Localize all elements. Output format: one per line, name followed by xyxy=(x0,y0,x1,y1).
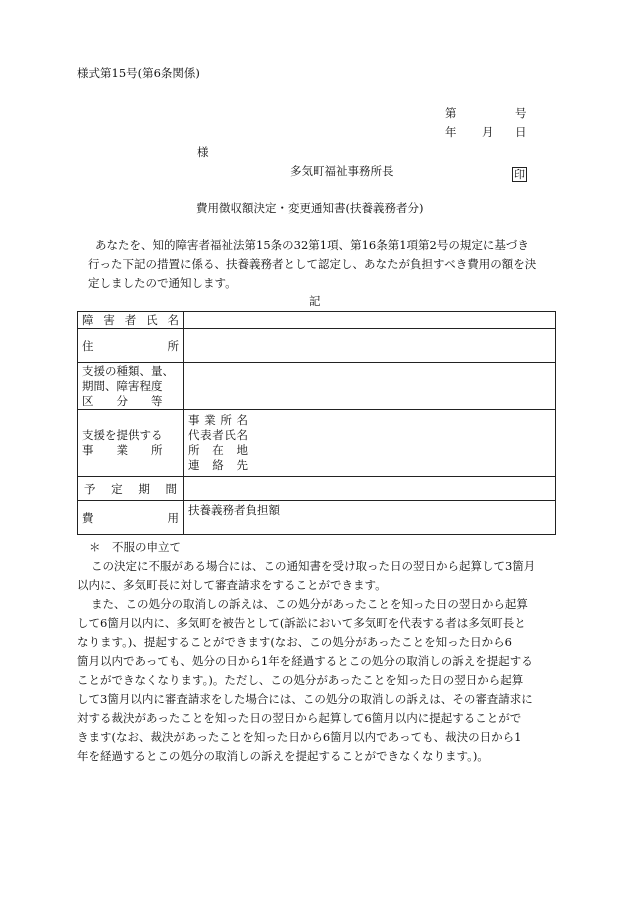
body-line: 定しましたので通知します。 xyxy=(88,276,237,290)
issuer-name: 多気町福祉事務所長 xyxy=(290,164,394,178)
body-paragraph xyxy=(77,236,557,293)
month-label: 月 xyxy=(482,125,494,139)
note-line: この決定に不服がある場合には、この通知書を受け取った日の翌日から起算して3箇月 xyxy=(91,559,536,573)
table-row xyxy=(78,477,556,501)
recipient-name-label: 障 害 者 氏 名 xyxy=(78,312,184,329)
ki-label: 記 xyxy=(309,294,321,308)
provider-sub-item: 連 絡 先 xyxy=(188,458,248,472)
note-line: 年を経過するとこの処分の取消しの訴えを提起することができなくなります。)。 xyxy=(77,749,489,763)
note-line: ことができなくなります。)。ただし、この処分があったことを知った日の翌日から起算 xyxy=(77,673,524,687)
provider-value xyxy=(184,410,556,477)
day-label: 日 xyxy=(515,125,527,139)
form-table xyxy=(77,311,556,535)
form-number: 様式第15号(第6条関係) xyxy=(77,66,200,80)
cost-label: 費 用 xyxy=(78,501,184,535)
scheduled-period-label: 予 定 期 間 xyxy=(78,477,184,501)
seal-mark: 印 xyxy=(514,168,525,181)
body-line: あなたを、知的障害者福祉法第15条の32第1項、第16条第1項第2号の規定に基づき xyxy=(95,238,529,252)
note-line: また、この処分の取消しの訴えは、この処分があったことを知った日の翌日から起算 xyxy=(91,597,528,611)
note-line: 以内に、多気町長に対して審査請求をすることができます。 xyxy=(77,578,387,592)
provider-sub-item: 事 業 所 名 xyxy=(188,413,248,427)
note-line: して6箇月以内に、多気町を被告として(訴訟において多気町を代表する者は多気町長と xyxy=(77,616,526,630)
recipient-name-value xyxy=(184,312,556,329)
table-row xyxy=(78,363,556,410)
document-title: 費用徴収額決定・変更通知書(扶養義務者分) xyxy=(196,201,424,215)
address-label: 住 所 xyxy=(78,329,184,363)
table-row xyxy=(78,312,556,329)
notes-section xyxy=(77,538,557,766)
note-line: して3箇月以内に審査請求をした場合には、この処分の取消しの訴えは、その審査請求に xyxy=(77,692,533,706)
cost-value: 扶養義務者負担額 xyxy=(184,501,556,535)
addressee-honorific: 様 xyxy=(197,145,209,159)
address-value xyxy=(184,329,556,363)
provider-sub-item: 代 表 者 氏 名 xyxy=(188,428,248,442)
year-label: 年 xyxy=(445,125,457,139)
note-line: 箇月以内であっても、処分の日から1年を経過するとこの処分の取消しの訴えを提起する xyxy=(77,654,533,668)
table-row xyxy=(78,410,556,477)
note-line: なります。)、提起することができます(なお、この処分があったことを知った日から6 xyxy=(77,635,513,649)
table-row xyxy=(78,501,556,535)
provider-label: 支援を提供する 事 業 所 xyxy=(78,410,184,477)
support-type-value xyxy=(184,363,556,410)
provider-sub-item: 所 在 地 xyxy=(188,443,248,457)
note-line: 対する裁決があったことを知った日の翌日から起算して6箇月以内に提起することがで xyxy=(77,711,522,725)
body-line: 行った下記の措置に係る、扶養義務者として認定し、あなたが負担すべき費用の額を決 xyxy=(88,257,537,271)
note-line: きます(なお、裁決があったことを知った日から6箇月以内であっても、裁決の日から1 xyxy=(77,730,522,744)
scheduled-period-value xyxy=(184,477,556,501)
support-type-label: 支援の種類、量、 期間、障害程度 区 分 等 xyxy=(78,363,184,410)
table-row xyxy=(78,329,556,363)
number-suffix: 号 xyxy=(515,106,527,120)
note-heading: ＊ 不服の申立て xyxy=(89,540,181,554)
number-prefix: 第 xyxy=(445,106,457,120)
